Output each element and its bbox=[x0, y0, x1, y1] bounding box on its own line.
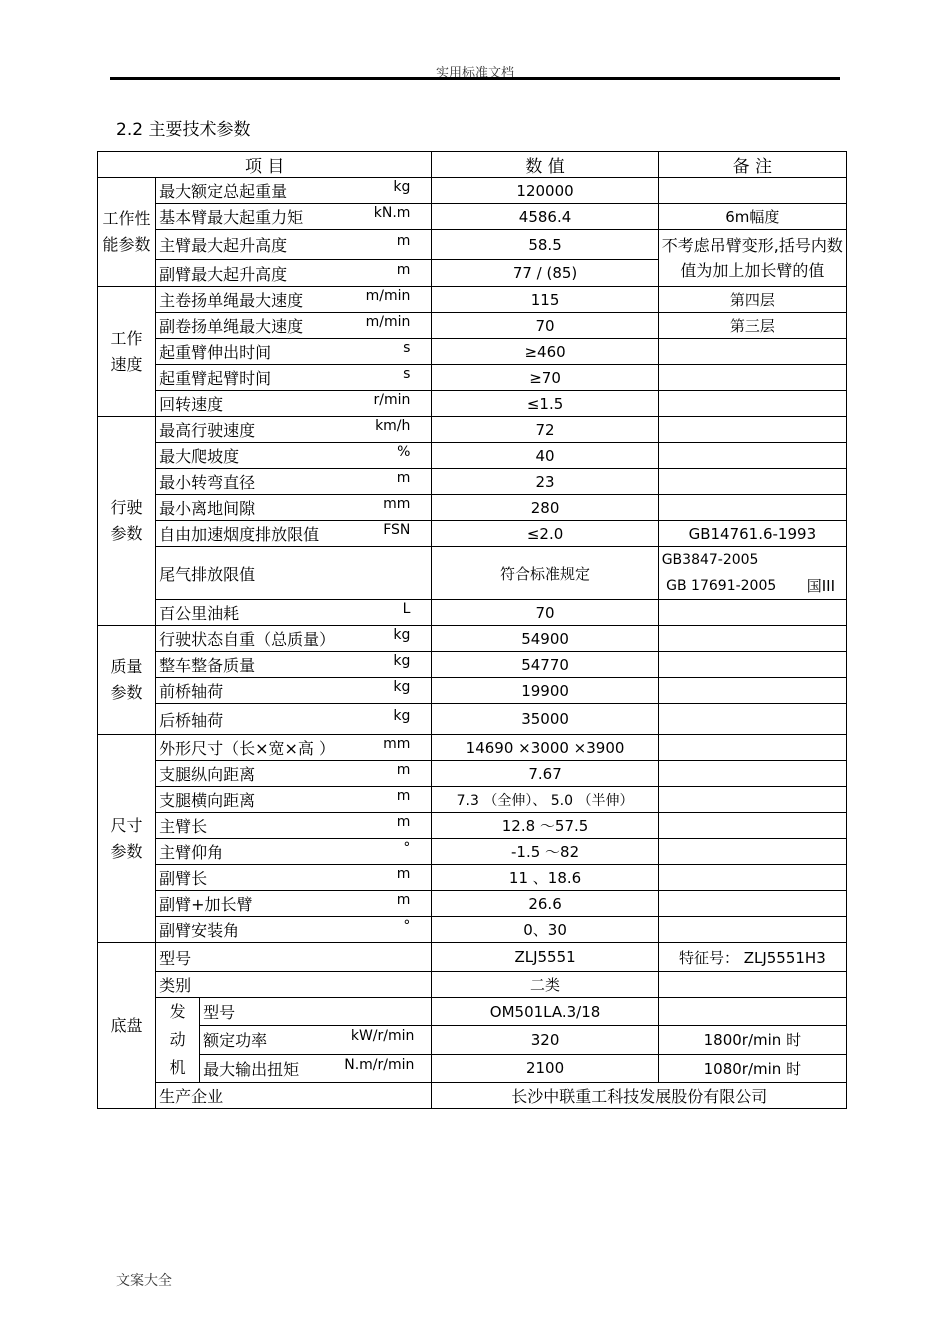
row-value: 7.3 （全伸）、 5.0 （半伸） bbox=[432, 787, 658, 813]
row-name: 类别 bbox=[156, 972, 432, 998]
table-row bbox=[98, 917, 847, 943]
row-value: 长沙中联重工科技发展股份有限公司 bbox=[432, 1083, 847, 1109]
row-note bbox=[658, 391, 846, 417]
row-value: 0、30 bbox=[432, 917, 658, 943]
row-note bbox=[658, 495, 846, 521]
group-label: 质量参数 bbox=[98, 626, 156, 735]
row-name: 最大输出扭矩 N.m/r/min bbox=[200, 1054, 432, 1082]
row-note bbox=[658, 339, 846, 365]
row-value: 70 bbox=[432, 313, 658, 339]
row-name: 百公里油耗 L bbox=[156, 600, 432, 626]
row-note: 不考虑吊臂变形,括号内数值为加上加长臂的值 bbox=[658, 230, 846, 287]
row-name: 后桥轴荷 kg bbox=[156, 704, 432, 735]
row-name: 回转速度 r/min bbox=[156, 391, 432, 417]
row-note bbox=[658, 704, 846, 735]
row-value: ≥70 bbox=[432, 365, 658, 391]
row-note bbox=[658, 365, 846, 391]
row-value: 115 bbox=[432, 287, 658, 313]
row-note: 6m幅度 bbox=[658, 204, 846, 230]
row-note bbox=[658, 972, 846, 998]
row-value: 2100 bbox=[432, 1054, 658, 1082]
table-row bbox=[98, 1026, 847, 1054]
section-title: 2.2 主要技术参数 bbox=[116, 120, 251, 140]
table-row bbox=[98, 495, 847, 521]
row-value: 12.8 ～57.5 bbox=[432, 813, 658, 839]
table-row bbox=[98, 839, 847, 865]
row-value: ZLJ5551 bbox=[432, 943, 658, 972]
header-value: 数 值 bbox=[432, 152, 658, 178]
row-name: 最大额定总起重量 kg bbox=[156, 178, 432, 204]
table-row bbox=[98, 1054, 847, 1082]
row-value: 70 bbox=[432, 600, 658, 626]
row-value: ≤1.5 bbox=[432, 391, 658, 417]
table-row bbox=[98, 204, 847, 230]
row-name: 生产企业 bbox=[156, 1083, 432, 1109]
row-note bbox=[658, 761, 846, 787]
row-name: 型号 bbox=[200, 998, 432, 1026]
row-value: 26.6 bbox=[432, 891, 658, 917]
table-row bbox=[98, 443, 847, 469]
row-value: 40 bbox=[432, 443, 658, 469]
row-name: 尾气排放限值 bbox=[156, 547, 432, 600]
row-note bbox=[658, 865, 846, 891]
row-note: 特征号： ZLJ5551H3 bbox=[658, 943, 846, 972]
row-note: 第四层 bbox=[658, 287, 846, 313]
table-row bbox=[98, 943, 847, 972]
page-footer: 文案大全 bbox=[116, 1273, 172, 1289]
table-row bbox=[98, 787, 847, 813]
row-value: 54900 bbox=[432, 626, 658, 652]
row-name: 副臂长 m bbox=[156, 865, 432, 891]
group-label: 行驶参数 bbox=[98, 417, 156, 626]
row-name: 主臂仰角 ° bbox=[156, 839, 432, 865]
row-name: 最小转弯直径 m bbox=[156, 469, 432, 495]
spec-table bbox=[97, 151, 847, 1109]
row-name: 行驶状态自重（总质量） kg bbox=[156, 626, 432, 652]
row-value: OM501LA.3/18 bbox=[432, 998, 658, 1026]
table-row bbox=[98, 547, 847, 600]
row-value: 14690 ×3000 ×3900 bbox=[432, 735, 658, 761]
table-row bbox=[98, 469, 847, 495]
table-row bbox=[98, 652, 847, 678]
table-row bbox=[98, 287, 847, 313]
row-value: 符合标准规定 bbox=[432, 547, 658, 600]
table-row bbox=[98, 600, 847, 626]
table-row bbox=[98, 1083, 847, 1109]
note-line: GB3847-2005 bbox=[661, 552, 759, 568]
row-name: 主卷扬单绳最大速度 m/min bbox=[156, 287, 432, 313]
row-value: 4586.4 bbox=[432, 204, 658, 230]
row-note bbox=[658, 469, 846, 495]
engine-label: 发动机 bbox=[156, 998, 200, 1083]
row-value: 280 bbox=[432, 495, 658, 521]
group-label: 底盘 bbox=[98, 943, 156, 1109]
row-note bbox=[658, 443, 846, 469]
row-note: GB14761.6-1993 bbox=[658, 521, 846, 547]
row-value: 58.5 bbox=[432, 230, 658, 260]
table-row bbox=[98, 521, 847, 547]
row-name: 副卷扬单绳最大速度 m/min bbox=[156, 313, 432, 339]
table-row bbox=[98, 313, 847, 339]
row-name: 外形尺寸（长×宽×高 ） mm bbox=[156, 735, 432, 761]
row-name: 最大爬坡度 % bbox=[156, 443, 432, 469]
row-name: 起重臂伸出时间 s bbox=[156, 339, 432, 365]
note-line: GB 17691-2005 国III bbox=[666, 577, 835, 595]
row-value: 77 / (85) bbox=[432, 260, 658, 287]
row-note bbox=[658, 891, 846, 917]
row-value: -1.5 ～82 bbox=[432, 839, 658, 865]
row-name: 自由加速烟度排放限值 FSN bbox=[156, 521, 432, 547]
row-note bbox=[658, 547, 846, 600]
row-value: 7.67 bbox=[432, 761, 658, 787]
table-row bbox=[98, 417, 847, 443]
row-name: 基本臂最大起重力矩 kN.m bbox=[156, 204, 432, 230]
table-row bbox=[98, 813, 847, 839]
row-name: 前桥轴荷 kg bbox=[156, 678, 432, 704]
row-name: 支腿横向距离 m bbox=[156, 787, 432, 813]
row-value: 19900 bbox=[432, 678, 658, 704]
row-value: 120000 bbox=[432, 178, 658, 204]
table-header-row bbox=[98, 152, 847, 178]
row-note bbox=[658, 626, 846, 652]
row-note bbox=[658, 178, 846, 204]
row-note bbox=[658, 813, 846, 839]
row-value: 35000 bbox=[432, 704, 658, 735]
table-row bbox=[98, 972, 847, 998]
row-value: ≤2.0 bbox=[432, 521, 658, 547]
row-name: 主臂最大起升高度 m bbox=[156, 230, 432, 260]
row-name: 型号 bbox=[156, 943, 432, 972]
table-row bbox=[98, 761, 847, 787]
table-row bbox=[98, 391, 847, 417]
row-name: 最小离地间隙 mm bbox=[156, 495, 432, 521]
table-row bbox=[98, 735, 847, 761]
row-name: 最高行驶速度 km/h bbox=[156, 417, 432, 443]
row-value: ≥460 bbox=[432, 339, 658, 365]
row-name: 起重臂起臂时间 s bbox=[156, 365, 432, 391]
row-name: 额定功率 kW/r/min bbox=[200, 1026, 432, 1054]
row-value: 320 bbox=[432, 1026, 658, 1054]
row-name: 副臂+加长臂 m bbox=[156, 891, 432, 917]
group-label: 工作性能参数 bbox=[98, 178, 156, 287]
table-row bbox=[98, 178, 847, 204]
row-note bbox=[658, 839, 846, 865]
row-note bbox=[658, 600, 846, 626]
group-label: 尺寸参数 bbox=[98, 735, 156, 943]
table-row bbox=[98, 339, 847, 365]
row-note: 第三层 bbox=[658, 313, 846, 339]
row-note bbox=[658, 678, 846, 704]
row-note: 1080r/min 时 bbox=[658, 1054, 846, 1082]
row-value: 二类 bbox=[432, 972, 658, 998]
header-rule bbox=[110, 77, 840, 80]
row-value: 72 bbox=[432, 417, 658, 443]
row-value: 54770 bbox=[432, 652, 658, 678]
row-note bbox=[658, 417, 846, 443]
row-name: 副臂安装角 ° bbox=[156, 917, 432, 943]
table-row bbox=[98, 865, 847, 891]
table-row bbox=[98, 626, 847, 652]
row-note bbox=[658, 735, 846, 761]
table-row bbox=[98, 891, 847, 917]
table-row bbox=[98, 704, 847, 735]
row-note bbox=[658, 917, 846, 943]
row-value: 23 bbox=[432, 469, 658, 495]
table-row bbox=[98, 678, 847, 704]
row-note bbox=[658, 787, 846, 813]
row-note: 1800r/min 时 bbox=[658, 1026, 846, 1054]
header-item: 项 目 bbox=[98, 152, 432, 178]
table-row bbox=[98, 998, 847, 1026]
group-label: 工作速度 bbox=[98, 287, 156, 417]
row-name: 整车整备质量 kg bbox=[156, 652, 432, 678]
table-row bbox=[98, 230, 847, 260]
row-name: 支腿纵向距离 m bbox=[156, 761, 432, 787]
row-value: 11 、18.6 bbox=[432, 865, 658, 891]
page-header: 实用标准文档 bbox=[435, 66, 514, 81]
row-name: 主臂长 m bbox=[156, 813, 432, 839]
table-row bbox=[98, 365, 847, 391]
row-note bbox=[658, 652, 846, 678]
header-note: 备 注 bbox=[658, 152, 846, 178]
row-name: 副臂最大起升高度 m bbox=[156, 260, 432, 287]
row-note bbox=[658, 998, 846, 1026]
